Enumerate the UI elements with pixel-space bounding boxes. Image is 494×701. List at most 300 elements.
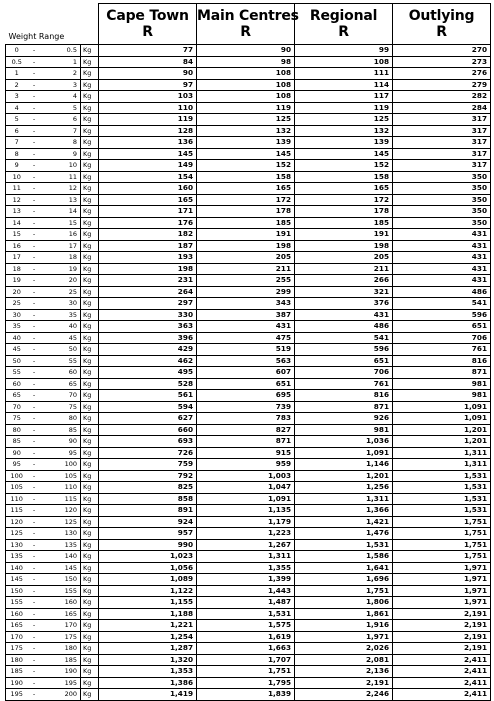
table-row: [6, 68, 491, 80]
weight-unit: Kg: [81, 217, 99, 229]
rate-main-centres: 255: [197, 275, 295, 287]
rate-cape-town: 1,386: [99, 677, 197, 689]
zone-header-regional: [295, 4, 393, 45]
rate-regional: 1,421: [295, 516, 393, 528]
weight-range-header: Weight Range: [6, 4, 99, 45]
range-dash: -: [28, 666, 41, 678]
rate-cape-town: 858: [99, 493, 197, 505]
range-dash: -: [28, 217, 41, 229]
rate-cape-town: 528: [99, 378, 197, 390]
rate-cape-town: 825: [99, 482, 197, 494]
rate-cape-town: 1,188: [99, 608, 197, 620]
rate-cape-town: 160: [99, 183, 197, 195]
rate-regional: 816: [295, 390, 393, 402]
rate-cape-town: 990: [99, 539, 197, 551]
weight-from: 155: [6, 597, 28, 609]
weight-from: 8: [6, 148, 28, 160]
rate-regional: 1,366: [295, 505, 393, 517]
table-row: [6, 206, 491, 218]
weight-from: 35: [6, 321, 28, 333]
range-dash: -: [28, 574, 41, 586]
table-row: [6, 148, 491, 160]
rate-regional: 2,081: [295, 654, 393, 666]
weight-from: 170: [6, 631, 28, 643]
rate-main-centres: 172: [197, 194, 295, 206]
table-row: [6, 551, 491, 563]
range-dash: -: [28, 148, 41, 160]
rate-regional: 871: [295, 401, 393, 413]
table-row: [6, 56, 491, 68]
rate-regional: 132: [295, 125, 393, 137]
range-dash: -: [28, 620, 41, 632]
range-dash: -: [28, 68, 41, 80]
rate-regional: 266: [295, 275, 393, 287]
rate-main-centres: 1,795: [197, 677, 295, 689]
rate-outlying: 1,201: [393, 436, 491, 448]
weight-to: 40: [41, 321, 81, 333]
weight-to: 5: [41, 102, 81, 114]
rate-outlying: 2,191: [393, 631, 491, 643]
rate-outlying: 2,191: [393, 643, 491, 655]
rate-outlying: 981: [393, 390, 491, 402]
weight-to: 60: [41, 367, 81, 379]
rate-cape-town: 594: [99, 401, 197, 413]
rate-regional: 152: [295, 160, 393, 172]
rate-regional: 981: [295, 424, 393, 436]
rate-main-centres: 387: [197, 309, 295, 321]
weight-from: 1: [6, 68, 28, 80]
table-row: [6, 102, 491, 114]
rate-regional: 2,026: [295, 643, 393, 655]
rate-regional: 1,256: [295, 482, 393, 494]
range-dash: -: [28, 551, 41, 563]
weight-to: 180: [41, 643, 81, 655]
rate-regional: 926: [295, 413, 393, 425]
weight-unit: Kg: [81, 206, 99, 218]
zone-currency: R: [240, 24, 251, 40]
rate-outlying: 317: [393, 137, 491, 149]
weight-to: 85: [41, 424, 81, 436]
rate-cape-town: 1,023: [99, 551, 197, 563]
rate-outlying: 350: [393, 183, 491, 195]
weight-to: 110: [41, 482, 81, 494]
table-row: [6, 309, 491, 321]
weight-to: 2: [41, 68, 81, 80]
rate-regional: 706: [295, 367, 393, 379]
weight-unit: Kg: [81, 620, 99, 632]
weight-from: 25: [6, 298, 28, 310]
rate-outlying: 706: [393, 332, 491, 344]
weight-to: 160: [41, 597, 81, 609]
table-row: [6, 654, 491, 666]
rate-main-centres: 1,003: [197, 470, 295, 482]
table-row: [6, 355, 491, 367]
weight-from: 100: [6, 470, 28, 482]
range-dash: -: [28, 171, 41, 183]
rate-cape-town: 330: [99, 309, 197, 321]
rate-outlying: 2,411: [393, 689, 491, 701]
table-row: [6, 286, 491, 298]
table-row: [6, 516, 491, 528]
weight-to: 125: [41, 516, 81, 528]
table-row: [6, 459, 491, 471]
rate-main-centres: 1,267: [197, 539, 295, 551]
weight-to: 7: [41, 125, 81, 137]
range-dash: -: [28, 539, 41, 551]
rate-cape-town: 84: [99, 56, 197, 68]
rate-cape-town: 1,089: [99, 574, 197, 586]
weight-from: 17: [6, 252, 28, 264]
weight-from: 185: [6, 666, 28, 678]
weight-unit: Kg: [81, 516, 99, 528]
rate-regional: 185: [295, 217, 393, 229]
rate-outlying: 270: [393, 45, 491, 57]
weight-unit: Kg: [81, 654, 99, 666]
range-dash: -: [28, 505, 41, 517]
rate-cape-town: 957: [99, 528, 197, 540]
rate-main-centres: 165: [197, 183, 295, 195]
weight-to: 19: [41, 263, 81, 275]
range-dash: -: [28, 378, 41, 390]
weight-from: 30: [6, 309, 28, 321]
rate-cape-town: 627: [99, 413, 197, 425]
weight-from: 13: [6, 206, 28, 218]
weight-to: 185: [41, 654, 81, 666]
weight-unit: Kg: [81, 344, 99, 356]
weight-from: 160: [6, 608, 28, 620]
weight-unit: Kg: [81, 470, 99, 482]
weight-from: 19: [6, 275, 28, 287]
rate-outlying: 1,751: [393, 528, 491, 540]
weight-to: 90: [41, 436, 81, 448]
rate-cape-town: 128: [99, 125, 197, 137]
rate-cape-town: 149: [99, 160, 197, 172]
table-row: [6, 447, 491, 459]
table-row: [6, 505, 491, 517]
rate-main-centres: 1,531: [197, 608, 295, 620]
weight-from: 125: [6, 528, 28, 540]
weight-unit: Kg: [81, 91, 99, 103]
weight-from: 20: [6, 286, 28, 298]
table-row: [6, 378, 491, 390]
weight-from: 110: [6, 493, 28, 505]
weight-unit: Kg: [81, 482, 99, 494]
rate-main-centres: 1,047: [197, 482, 295, 494]
weight-to: 105: [41, 470, 81, 482]
rate-main-centres: 915: [197, 447, 295, 459]
weight-unit: Kg: [81, 677, 99, 689]
rate-regional: 1,476: [295, 528, 393, 540]
weight-from: 50: [6, 355, 28, 367]
weight-unit: Kg: [81, 585, 99, 597]
range-dash: -: [28, 286, 41, 298]
table-row: [6, 482, 491, 494]
rate-outlying: 279: [393, 79, 491, 91]
rate-regional: 119: [295, 102, 393, 114]
rate-regional: 1,641: [295, 562, 393, 574]
rate-cape-town: 726: [99, 447, 197, 459]
rate-regional: 1,586: [295, 551, 393, 563]
weight-to: 18: [41, 252, 81, 264]
rate-regional: 761: [295, 378, 393, 390]
table-row: [6, 666, 491, 678]
weight-from: 7: [6, 137, 28, 149]
weight-to: 20: [41, 275, 81, 287]
rate-outlying: 1,091: [393, 401, 491, 413]
rate-main-centres: 827: [197, 424, 295, 436]
range-dash: -: [28, 309, 41, 321]
rate-main-centres: 695: [197, 390, 295, 402]
rate-outlying: 1,091: [393, 413, 491, 425]
table-row: [6, 562, 491, 574]
rate-regional: 376: [295, 298, 393, 310]
rate-cape-town: 1,353: [99, 666, 197, 678]
table-row: [6, 252, 491, 264]
weight-unit: Kg: [81, 562, 99, 574]
weight-unit: Kg: [81, 114, 99, 126]
weight-to: 1: [41, 56, 81, 68]
weight-from: 145: [6, 574, 28, 586]
rate-main-centres: 1,355: [197, 562, 295, 574]
table-row: [6, 689, 491, 701]
rate-outlying: 1,531: [393, 482, 491, 494]
rate-regional: 205: [295, 252, 393, 264]
rate-cape-town: 110: [99, 102, 197, 114]
rate-cape-town: 660: [99, 424, 197, 436]
range-dash: -: [28, 367, 41, 379]
table-row: [6, 585, 491, 597]
range-dash: -: [28, 206, 41, 218]
weight-unit: Kg: [81, 689, 99, 701]
range-dash: -: [28, 597, 41, 609]
weight-to: 13: [41, 194, 81, 206]
weight-from: 65: [6, 390, 28, 402]
weight-from: 5: [6, 114, 28, 126]
weight-from: 11: [6, 183, 28, 195]
weight-from: 6: [6, 125, 28, 137]
rate-cape-town: 187: [99, 240, 197, 252]
rate-main-centres: 139: [197, 137, 295, 149]
weight-from: 190: [6, 677, 28, 689]
weight-unit: Kg: [81, 171, 99, 183]
rate-regional: 431: [295, 309, 393, 321]
weight-unit: Kg: [81, 505, 99, 517]
table-row: [6, 539, 491, 551]
weight-to: 4: [41, 91, 81, 103]
zone-name: Regional: [309, 8, 378, 24]
rate-outlying: 651: [393, 321, 491, 333]
rate-main-centres: 125: [197, 114, 295, 126]
table-row: [6, 332, 491, 344]
range-dash: -: [28, 424, 41, 436]
range-dash: -: [28, 436, 41, 448]
weight-unit: Kg: [81, 309, 99, 321]
rate-outlying: 981: [393, 378, 491, 390]
rate-outlying: 1,531: [393, 493, 491, 505]
weight-from: 12: [6, 194, 28, 206]
rate-main-centres: 1,839: [197, 689, 295, 701]
zone-header-outlying: [393, 4, 491, 45]
weight-unit: Kg: [81, 436, 99, 448]
weight-to: 155: [41, 585, 81, 597]
range-dash: -: [28, 160, 41, 172]
table-row: [6, 125, 491, 137]
range-dash: -: [28, 447, 41, 459]
rate-regional: 191: [295, 229, 393, 241]
weight-unit: Kg: [81, 424, 99, 436]
weight-unit: Kg: [81, 252, 99, 264]
table-row: [6, 643, 491, 655]
rate-cape-town: 97: [99, 79, 197, 91]
weight-to: 130: [41, 528, 81, 540]
rate-main-centres: 1,311: [197, 551, 295, 563]
rate-outlying: 2,191: [393, 620, 491, 632]
weight-unit: Kg: [81, 125, 99, 137]
rate-regional: 1,201: [295, 470, 393, 482]
weight-unit: Kg: [81, 298, 99, 310]
weight-to: 35: [41, 309, 81, 321]
rate-main-centres: 1,223: [197, 528, 295, 540]
rate-cape-town: 1,056: [99, 562, 197, 574]
table-row: [6, 137, 491, 149]
rate-main-centres: 783: [197, 413, 295, 425]
rate-cape-town: 1,287: [99, 643, 197, 655]
range-dash: -: [28, 45, 41, 57]
table-row: [6, 275, 491, 287]
weight-from: 0.5: [6, 56, 28, 68]
rate-cape-town: 759: [99, 459, 197, 471]
rate-outlying: 284: [393, 102, 491, 114]
rate-cape-town: 396: [99, 332, 197, 344]
rate-outlying: 276: [393, 68, 491, 80]
rate-outlying: 816: [393, 355, 491, 367]
rate-main-centres: 211: [197, 263, 295, 275]
table-row: [6, 493, 491, 505]
range-dash: -: [28, 643, 41, 655]
rate-cape-town: 495: [99, 367, 197, 379]
weight-unit: Kg: [81, 574, 99, 586]
weight-unit: Kg: [81, 194, 99, 206]
range-dash: -: [28, 516, 41, 528]
weight-to: 15: [41, 217, 81, 229]
rate-regional: 596: [295, 344, 393, 356]
weight-unit: Kg: [81, 286, 99, 298]
rate-main-centres: 158: [197, 171, 295, 183]
weight-unit: Kg: [81, 79, 99, 91]
rate-regional: 172: [295, 194, 393, 206]
rate-main-centres: 108: [197, 91, 295, 103]
weight-from: 195: [6, 689, 28, 701]
weight-to: 16: [41, 229, 81, 241]
rate-main-centres: 299: [197, 286, 295, 298]
weight-to: 75: [41, 401, 81, 413]
rate-cape-town: 231: [99, 275, 197, 287]
rate-main-centres: 98: [197, 56, 295, 68]
rate-main-centres: 1,663: [197, 643, 295, 655]
weight-to: 55: [41, 355, 81, 367]
weight-from: 180: [6, 654, 28, 666]
rate-regional: 1,916: [295, 620, 393, 632]
weight-to: 175: [41, 631, 81, 643]
rate-main-centres: 119: [197, 102, 295, 114]
weight-unit: Kg: [81, 229, 99, 241]
table-row: [6, 677, 491, 689]
weight-to: 120: [41, 505, 81, 517]
table-row: [6, 79, 491, 91]
table-row: [6, 367, 491, 379]
rate-main-centres: 108: [197, 68, 295, 80]
table-row: [6, 194, 491, 206]
rate-outlying: 596: [393, 309, 491, 321]
rate-main-centres: 1,575: [197, 620, 295, 632]
weight-to: 12: [41, 183, 81, 195]
rate-outlying: 1,751: [393, 516, 491, 528]
range-dash: -: [28, 585, 41, 597]
rate-table: [5, 3, 491, 701]
weight-from: 115: [6, 505, 28, 517]
range-dash: -: [28, 275, 41, 287]
rate-regional: 1,861: [295, 608, 393, 620]
rate-main-centres: 90: [197, 45, 295, 57]
table-row: [6, 401, 491, 413]
weight-to: 150: [41, 574, 81, 586]
weight-to: 9: [41, 148, 81, 160]
weight-unit: Kg: [81, 275, 99, 287]
range-dash: -: [28, 482, 41, 494]
weight-unit: Kg: [81, 183, 99, 195]
rate-regional: 1,971: [295, 631, 393, 643]
rate-regional: 1,696: [295, 574, 393, 586]
rate-cape-town: 1,155: [99, 597, 197, 609]
weight-to: 190: [41, 666, 81, 678]
rate-outlying: 282: [393, 91, 491, 103]
rate-cape-town: 1,320: [99, 654, 197, 666]
weight-unit: Kg: [81, 148, 99, 160]
range-dash: -: [28, 114, 41, 126]
weight-from: 165: [6, 620, 28, 632]
rate-outlying: 1,971: [393, 574, 491, 586]
weight-from: 175: [6, 643, 28, 655]
rate-cape-town: 182: [99, 229, 197, 241]
rate-outlying: 2,411: [393, 654, 491, 666]
rate-main-centres: 1,707: [197, 654, 295, 666]
rate-regional: 178: [295, 206, 393, 218]
table-row: [6, 91, 491, 103]
rate-cape-town: 462: [99, 355, 197, 367]
table-row: [6, 608, 491, 620]
zone-header-main-centres: [197, 4, 299, 45]
rate-cape-town: 176: [99, 217, 197, 229]
rate-cape-town: 193: [99, 252, 197, 264]
weight-to: 17: [41, 240, 81, 252]
range-dash: -: [28, 528, 41, 540]
rate-regional: 1,531: [295, 539, 393, 551]
rate-cape-town: 103: [99, 91, 197, 103]
table-row: [6, 240, 491, 252]
weight-to: 10: [41, 160, 81, 172]
rate-outlying: 871: [393, 367, 491, 379]
table-row: [6, 390, 491, 402]
weight-to: 50: [41, 344, 81, 356]
weight-to: 8: [41, 137, 81, 149]
weight-from: 75: [6, 413, 28, 425]
rate-regional: 1,806: [295, 597, 393, 609]
rate-sheet: [5, 3, 490, 701]
rate-cape-town: 165: [99, 194, 197, 206]
rate-main-centres: 1,443: [197, 585, 295, 597]
rate-outlying: 350: [393, 217, 491, 229]
rate-regional: 1,311: [295, 493, 393, 505]
